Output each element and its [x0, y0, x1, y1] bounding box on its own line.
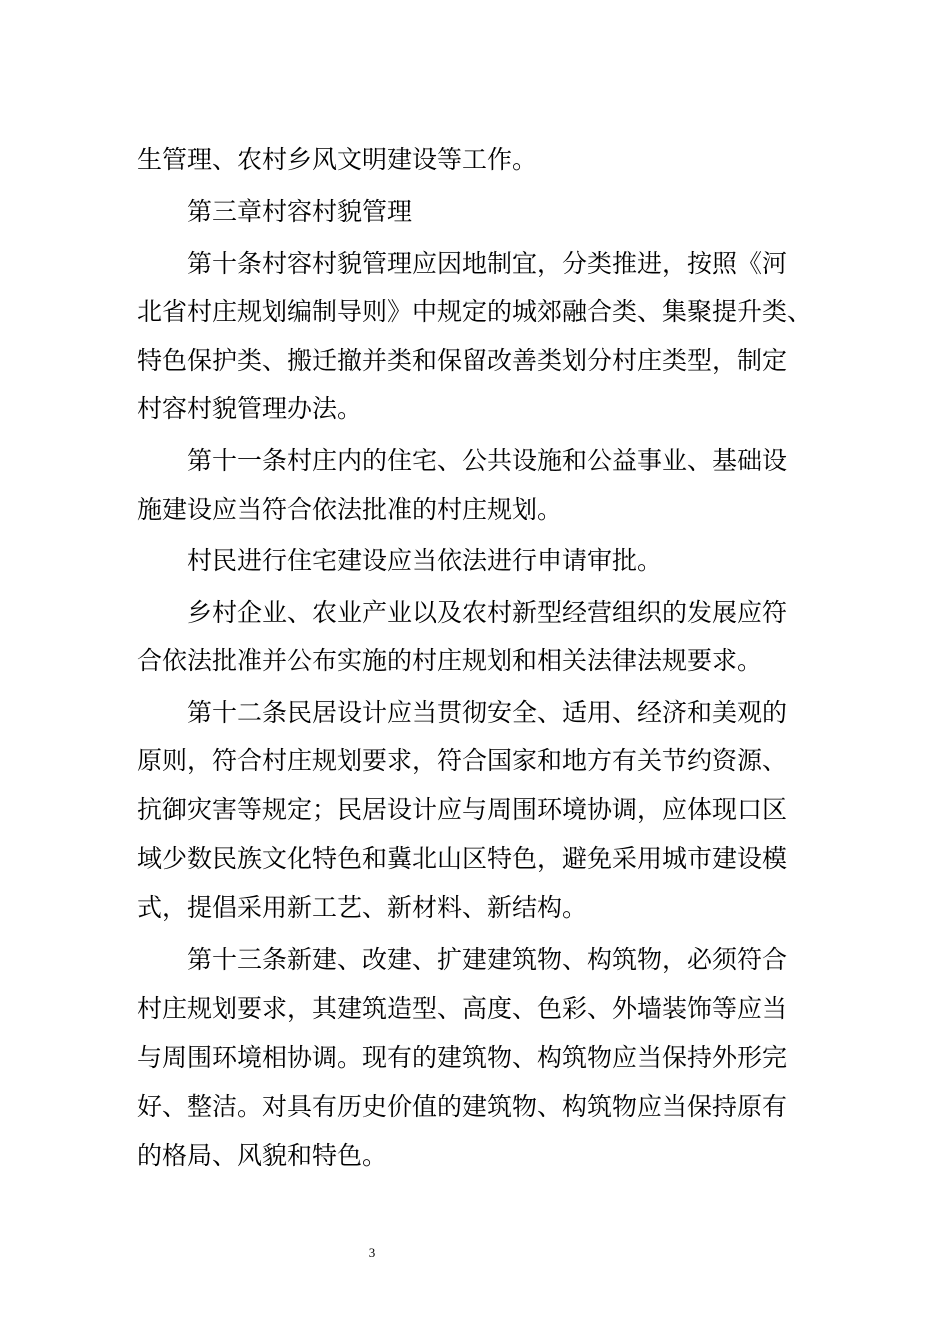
text-line: 第十条村容村貌管理应因地制宜，分类推进，按照《河 — [187, 249, 788, 278]
text-line: 抗御灾害等规定；民居设计应与周围环境协调，应体现口区 — [137, 795, 788, 824]
page-number: 3 — [368, 1245, 376, 1260]
text-line: 第十一条村庄内的住宅、公共设施和公益事业、基础设 — [187, 446, 788, 475]
text-line: 特色保护类、搬迁撤并类和保留改善类划分村庄类型，制定 — [137, 346, 788, 375]
text-line: 村容村貌管理办法。 — [137, 394, 363, 423]
text-line: 好、整洁。对具有历史价值的建筑物、构筑物应当保持原有 — [137, 1092, 788, 1121]
text-line: 第十三条新建、改建、扩建建筑物、构筑物，必须符合 — [187, 945, 788, 974]
text-line: 原则，符合村庄规划要求，符合国家和地方有关节约资源、 — [137, 746, 788, 775]
text-line: 村庄规划要求，其建筑造型、高度、色彩、外墙装饰等应当 — [137, 994, 788, 1023]
text-line: 合依法批准并公布实施的村庄规划和相关法律法规要求。 — [137, 646, 763, 675]
text-line: 的格局、风貌和特色。 — [137, 1141, 388, 1170]
text-line: 域少数民族文化特色和冀北山区特色，避免采用城市建设模 — [137, 844, 788, 873]
text-line: 生管理、农村乡风文明建设等工作。 — [137, 145, 538, 174]
text-line: 与周围环境相协调。现有的建筑物、构筑物应当保持外形完 — [137, 1043, 788, 1072]
text-line: 村民进行住宅建设应当依法进行申请审批。 — [187, 546, 663, 575]
text-line: 乡村企业、农业产业以及农村新型经营组织的发展应符 — [187, 598, 788, 627]
text-line: 式，提倡采用新工艺、新材料、新结构。 — [137, 893, 588, 922]
text-line: 第十二条民居设计应当贯彻安全、适用、经济和美观的 — [187, 698, 788, 727]
text-line: 北省村庄规划编制导则》中规定的城郊融合类、集聚提升类、 — [137, 297, 813, 326]
text-line: 施建设应当符合依法批准的村庄规划。 — [137, 495, 563, 524]
chapter-heading: 第三章村容村貌管理 — [187, 197, 413, 226]
